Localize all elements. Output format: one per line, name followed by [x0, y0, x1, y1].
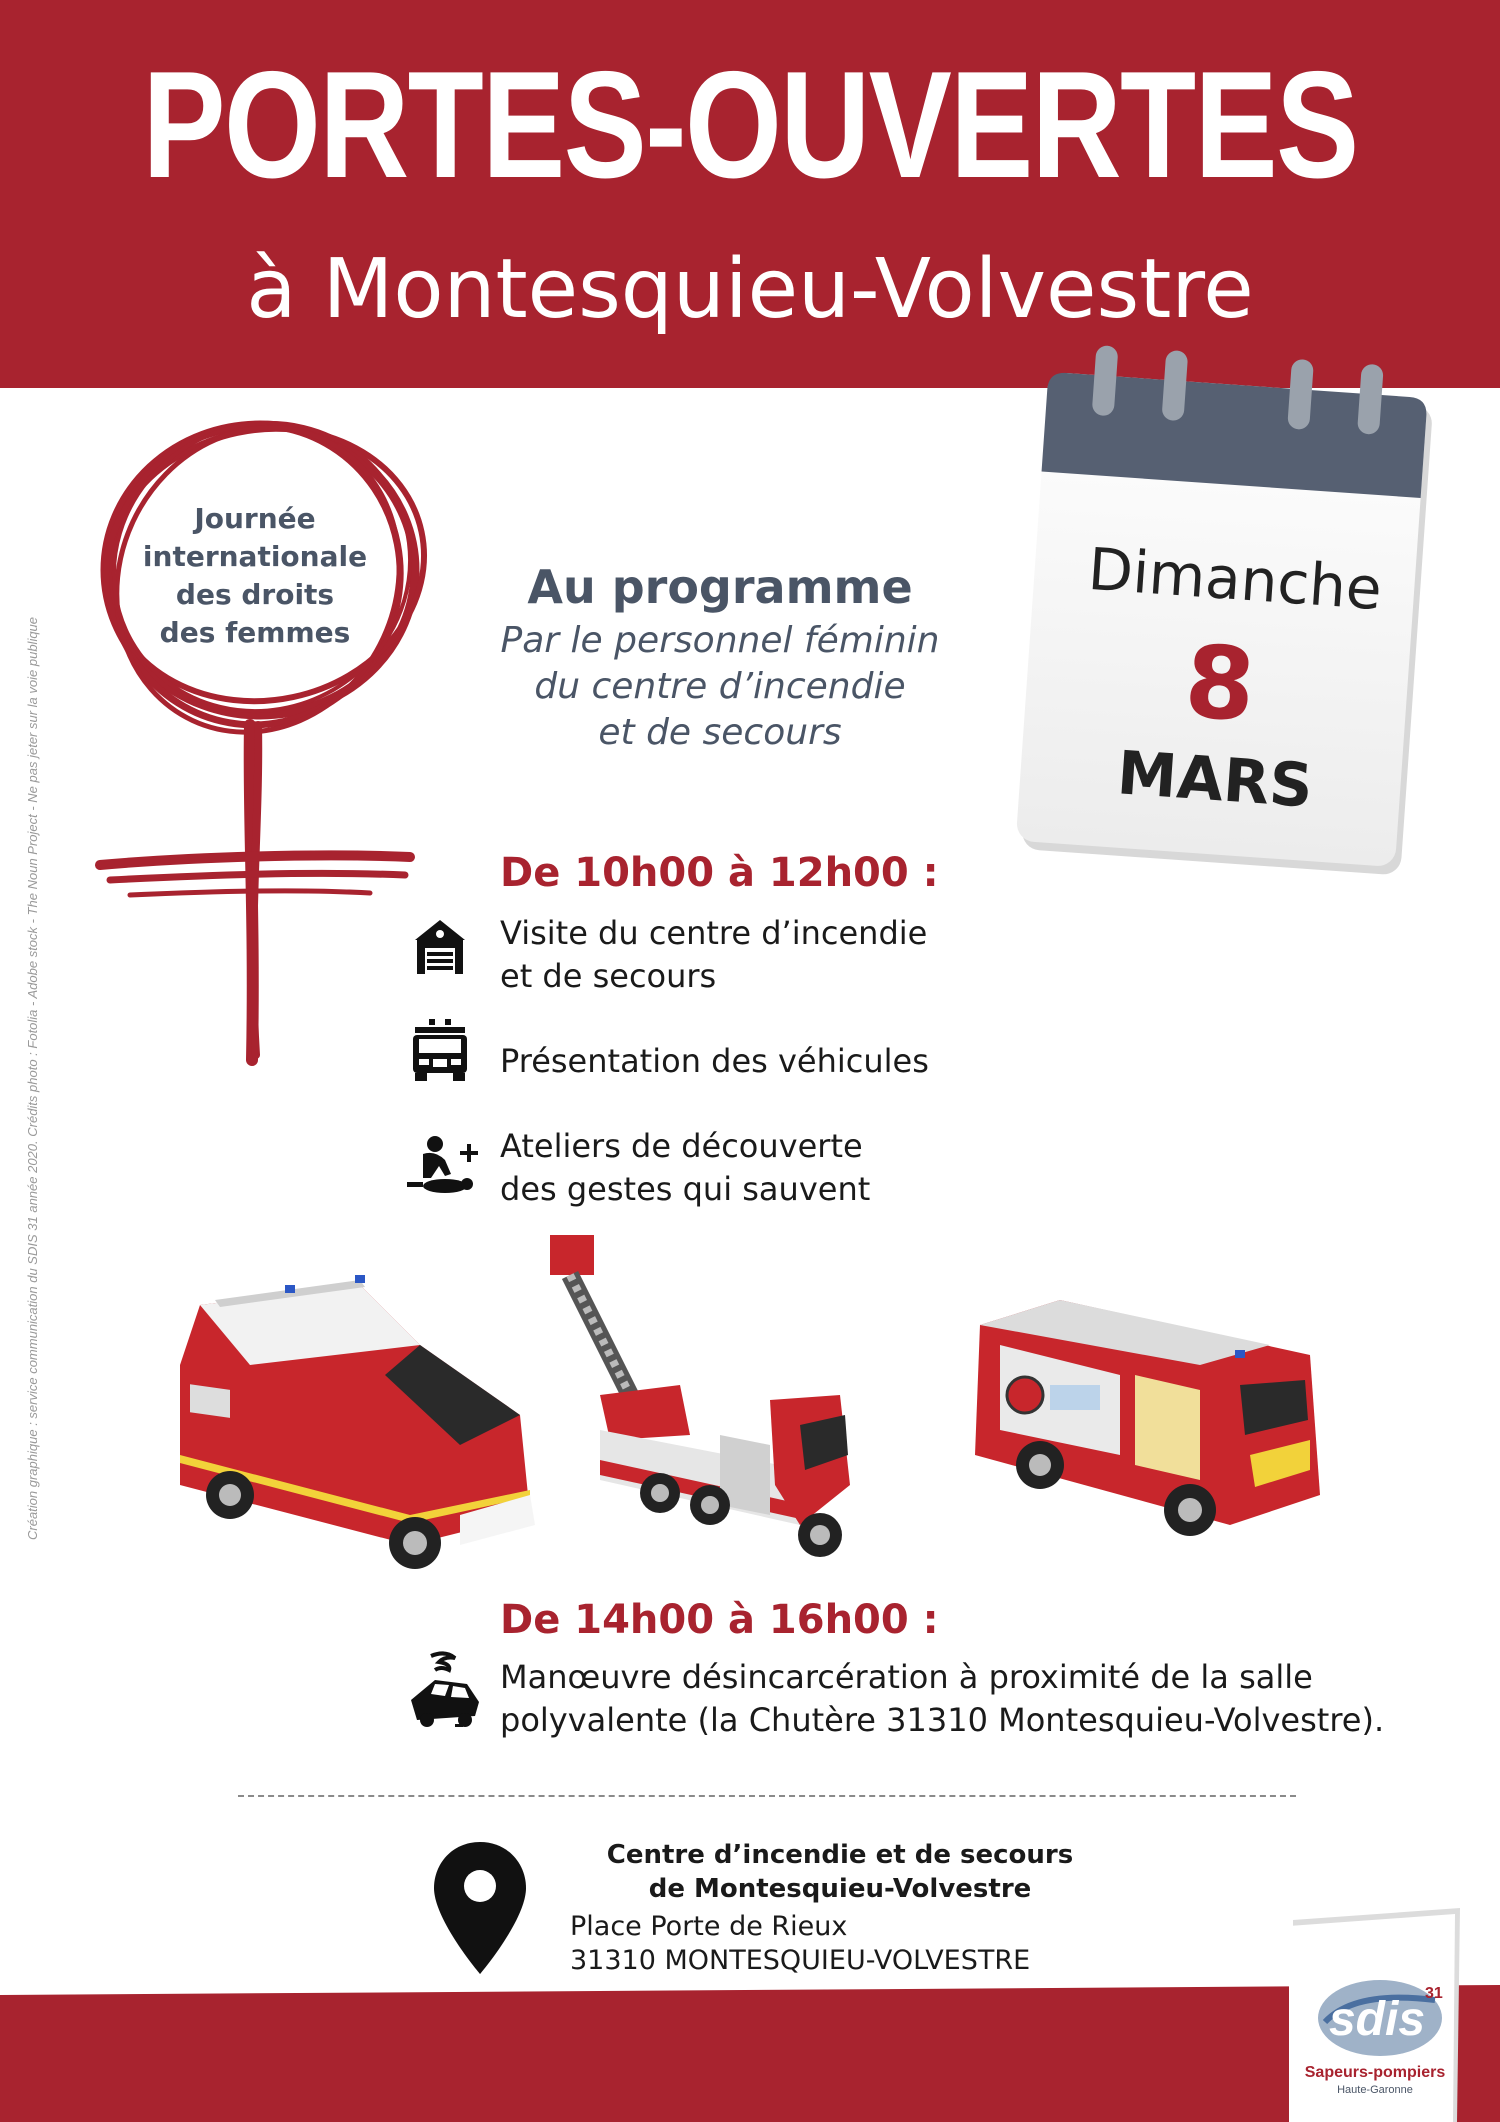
page-title: PORTES-OUVERTES [142, 40, 1358, 210]
morning-item-line: Ateliers de découverte [500, 1127, 863, 1165]
programme-subtitle-line: Par le personnel féminin [500, 620, 940, 661]
logo-mark: sdis [1328, 1993, 1426, 2046]
programme-title: Au programme [527, 560, 913, 614]
afternoon-item-line: polyvalente (la Chutère 31310 Montesquieu-Volvestre). [500, 1701, 1385, 1739]
logo-name: Sapeurs-pompiers [1304, 2064, 1446, 2081]
morning-item-line: des gestes qui sauvent [500, 1170, 871, 1208]
ladder-truck-icon [550, 1235, 850, 1557]
page-subtitle: à Montesquieu-Volvestre [246, 242, 1254, 337]
morning-item-line: et de secours [500, 957, 717, 995]
morning-item-2 [500, 1040, 929, 1083]
footer-band [0, 1985, 1500, 2122]
pump-truck-icon [975, 1300, 1320, 1536]
address-street: Place Porte de Rieux [570, 1911, 848, 1942]
morning-item-3 [500, 1125, 870, 1211]
morning-time: De 10h00 à 12h00 : [500, 850, 939, 896]
female-symbol-icon [70, 395, 450, 1075]
morning-item-line: Visite du centre d’incendie [500, 914, 928, 952]
logo-region: Haute-Garonne [1337, 2084, 1413, 2096]
logo-number: 31 [1425, 1985, 1443, 2002]
journee-line: Journée [194, 502, 316, 535]
address-name [560, 1838, 1120, 1906]
section-divider [238, 1795, 1296, 1797]
calendar-day: Dimanche [1086, 534, 1384, 624]
journee-line: des droits [175, 578, 335, 611]
car-crash-icon [405, 1650, 485, 1730]
morning-item-1 [500, 912, 927, 998]
programme-subtitle-line: et de secours [598, 712, 842, 753]
location-pin-icon [430, 1838, 530, 1978]
address-name-line: de Montesquieu-Volvestre [648, 1874, 1032, 1904]
journee-line: internationale [142, 540, 368, 573]
fire-truck-icon [405, 1015, 475, 1085]
address-details [570, 1910, 1170, 1978]
calendar-number: 8 [1181, 622, 1259, 745]
morning-item-line: Présentation des véhicules [500, 1042, 929, 1080]
photo-credit: Création graphique : service communication du SDIS 31 année 2020. Crédits photo : Fotolia - Adobe stock - The Noun Project - Ne pas jeter sur la voie publique [25, 616, 40, 1540]
fire-van-icon [180, 1275, 535, 1569]
calendar-month: MARS [1115, 738, 1315, 822]
address-name-line: Centre d’incendie et de secours [606, 1840, 1074, 1870]
fire-station-icon [405, 912, 475, 982]
programme-subtitle [440, 618, 1000, 756]
journee-label [120, 500, 390, 652]
first-aid-icon [405, 1132, 485, 1202]
programme-subtitle-line: du centre d’incendie [534, 666, 906, 707]
journee-line: des femmes [159, 616, 351, 649]
afternoon-time: De 14h00 à 16h00 : [500, 1597, 939, 1643]
fire-vehicles-illustration [160, 1225, 1340, 1575]
afternoon-item-1 [500, 1656, 1384, 1742]
address-city: 31310 MONTESQUIEU-VOLVESTRE [570, 1945, 1031, 1976]
afternoon-item-line: Manœuvre désincarcération à proximité de la salle [500, 1658, 1313, 1696]
